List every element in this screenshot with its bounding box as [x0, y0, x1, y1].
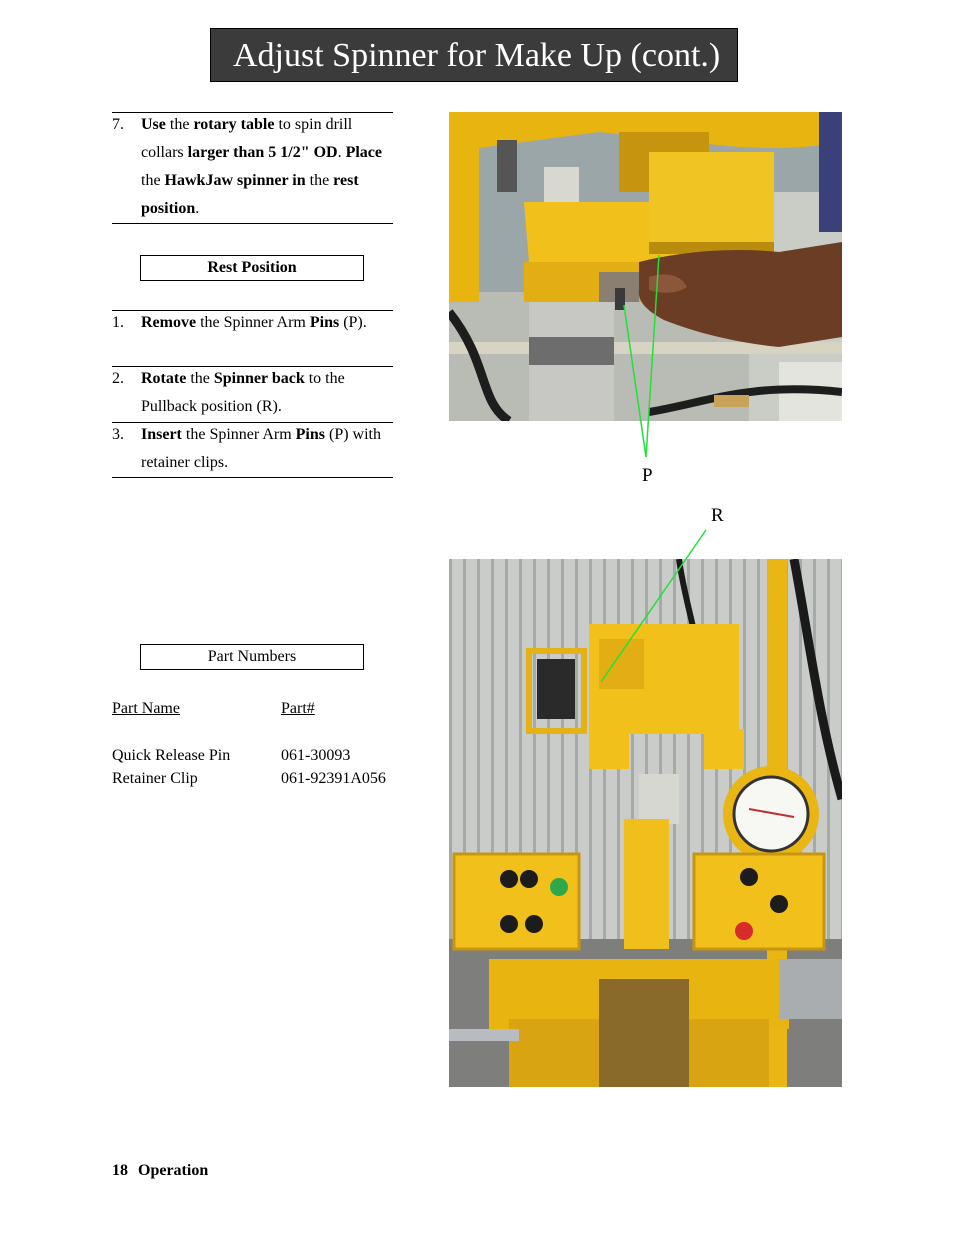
- divider: [112, 477, 393, 478]
- step-text: Rotate the Spinner back to the Pullback position (R).: [141, 370, 345, 415]
- section-name: Operation: [138, 1162, 209, 1179]
- spinner-assembly-photo: [449, 559, 842, 1087]
- page-footer: [112, 1162, 208, 1180]
- part-name-header: Part Name: [112, 700, 180, 717]
- step-3: [112, 421, 394, 477]
- part-numbers-label: Part Numbers: [140, 644, 364, 670]
- step-number: 2.: [112, 370, 124, 387]
- rest-position-label: Rest Position: [140, 255, 364, 281]
- page-title: Adjust Spinner for Make Up (cont.): [210, 28, 738, 82]
- step-1: [112, 309, 394, 337]
- divider: [112, 223, 393, 224]
- step-7: [112, 111, 394, 223]
- part-name-cell: Retainer Clip: [112, 770, 198, 787]
- callout-p: P: [642, 465, 653, 486]
- part-number-cell: 061-30093: [281, 747, 351, 764]
- step-number: 1.: [112, 314, 124, 331]
- step-number: 3.: [112, 426, 124, 443]
- callout-r: R: [711, 505, 724, 526]
- step-text: Remove the Spinner Arm Pins (P).: [141, 314, 367, 331]
- part-number-cell: 061-92391A056: [281, 770, 386, 787]
- step-2: [112, 365, 394, 421]
- part-number-header: Part#: [281, 700, 315, 717]
- step-number: 7.: [112, 116, 124, 133]
- step-text: Use the rotary table to spin drill collars larger than 5 1/2" OD. Place the HawkJaw spinner in the rest position.: [141, 116, 382, 217]
- part-name-cell: Quick Release Pin: [112, 747, 231, 764]
- page-number: 18: [112, 1162, 128, 1179]
- step-text: Insert the Spinner Arm Pins (P) with retainer clips.: [141, 426, 381, 471]
- spinner-pins-photo: [449, 112, 842, 421]
